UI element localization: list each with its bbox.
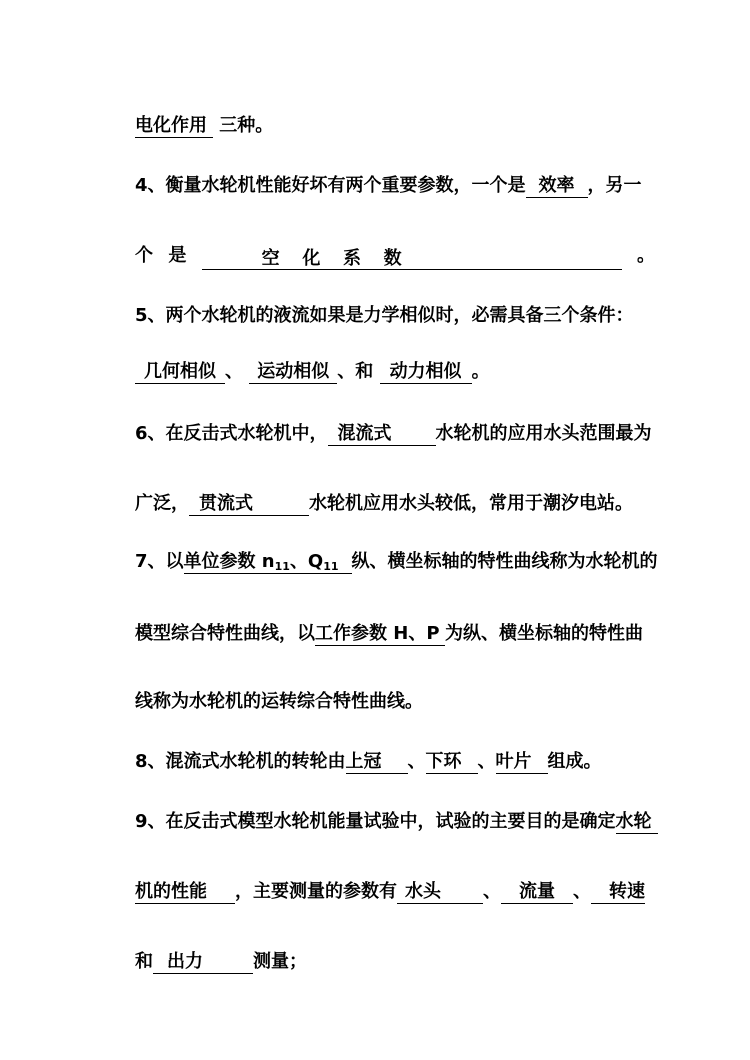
answer-blank: 流量 [501,881,573,904]
question-9-line-1: 9、在反击式模型水轮机能量试验中，试验的主要目的是确定水轮 [135,808,655,836]
answer-blank: 单位参数 $n_{11}$、$Q_{11}$ [184,551,352,574]
answer-blank: 叶片 [496,751,548,774]
question-9-line-3: 和 出力 测量； [135,951,307,972]
question-4-line-2: 个 是 空 化 系 数 。 [135,245,655,269]
answer-blank: 水头 [397,881,483,904]
answer-blank: 下环 [426,751,478,774]
answer-blank: 上冠 [346,751,408,774]
question-4-line-1: 4、衡量水轮机性能好坏有两个重要参数，一个是 效率 ，另一 [135,175,642,196]
answer-blank: 空 化 系 数 [202,248,622,270]
answer-blank: 工作参数 H、P [315,623,445,646]
question-5-line-1: 5、两个水轮机的液流如果是力学相似时，必需具备三个条件： [135,305,634,326]
answer-blank: 转速 [591,881,645,904]
answer-blank: 电化作用 [135,115,213,138]
question-7-line-2: 模型综合特性曲线，以工作参数 H、P 为纵、横坐标轴的特性曲 [135,623,643,644]
answer-blank: 效率 [526,175,588,198]
answer-blank: 运动相似 [249,361,337,384]
answer-blank: 出力 [153,951,253,974]
question-8: 8、混流式水轮机的转轮由上冠 、下环 、叶片 组成。 [135,751,602,772]
answer-blank: 混流式 [328,423,436,446]
question-9-line-2: 机的性能 ，主要测量的参数有 水头 、 流量 、 转速 [135,881,645,902]
question-7-line-1: 7、以单位参数 $n_{11}$、$Q_{11}$ 纵、横坐标轴的特性曲线称为水轮机的 [135,551,658,573]
answer-blank: 动力相似 [380,361,472,384]
question-6-line-1: 6、在反击式水轮机中， 混流式 水轮机的应用水头范围最为 [135,423,652,444]
question-5-line-2: 几何相似 、 运动相似 、和 动力相似 。 [135,358,655,386]
question-6-line-2: 广泛， 贯流式 水轮机应用水头较低，常用于潮汐电站。 [135,493,633,514]
text-line-1: 电化作用 三种。 [135,115,274,136]
answer-blank: 几何相似 [135,361,225,384]
answer-blank: 机的性能 [135,881,235,904]
answer-blank: 水轮 [616,811,658,834]
question-7-line-3: 线称为水轮机的运转综合特性曲线。 [135,691,423,712]
answer-blank: 贯流式 [189,493,309,516]
